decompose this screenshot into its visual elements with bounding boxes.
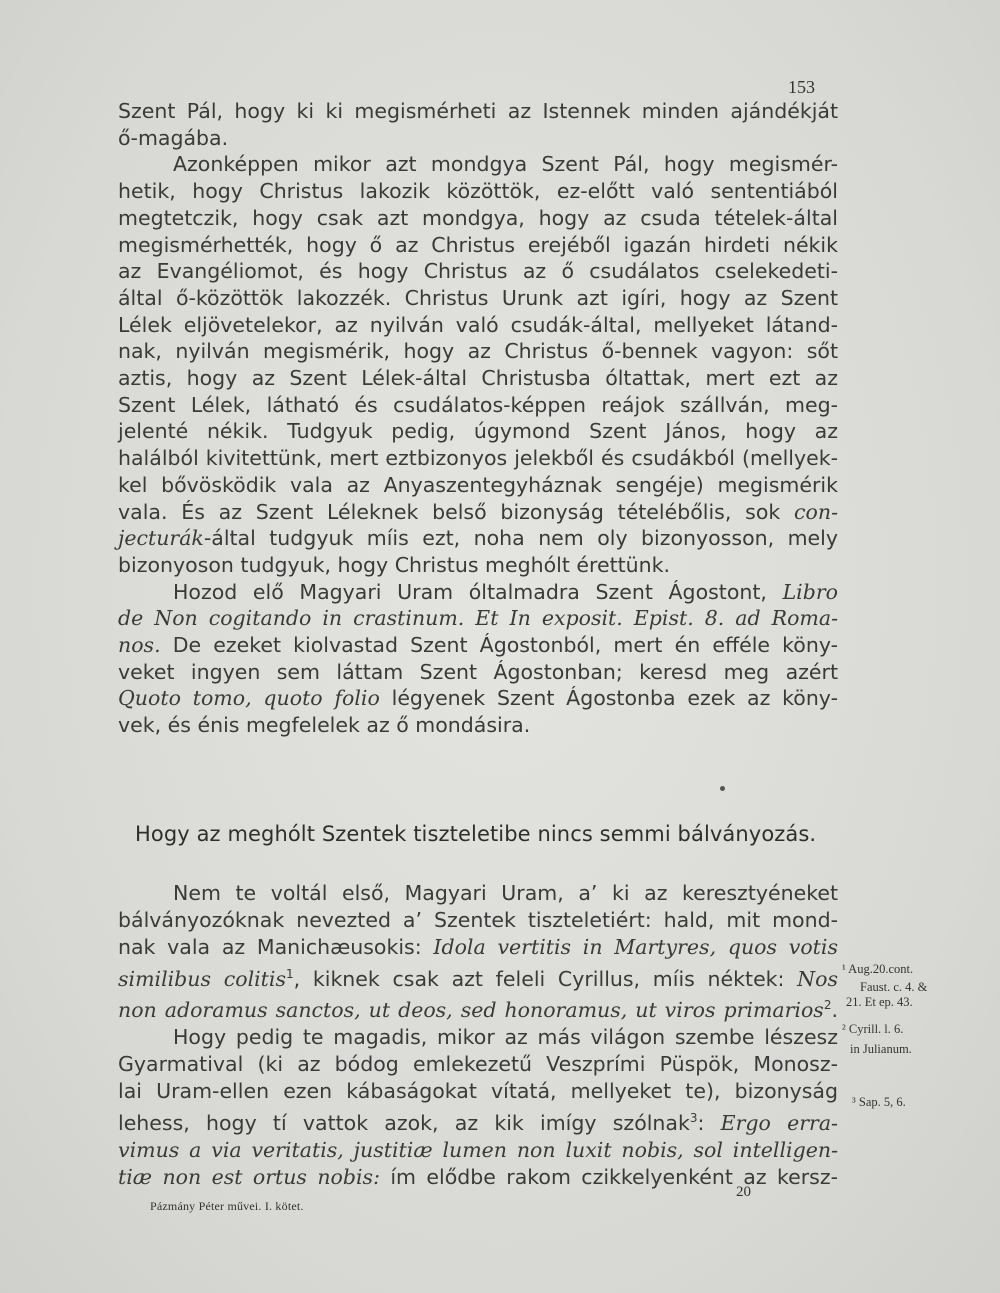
italic-citation: Libro xyxy=(782,579,838,604)
italic-citation: Quoto tomo, quoto folio xyxy=(118,686,380,711)
text-line xyxy=(118,934,838,961)
italic-quote: non adoramus sanctos, ut deos, sed honoramus, ut viros primarios xyxy=(118,998,824,1023)
text-line: vek, és énis megfelelek az ő mondásira. xyxy=(118,713,531,738)
text-segment: nak vala az Manichæusokis: xyxy=(118,934,434,959)
text-line xyxy=(118,499,838,526)
text-line: Nem te voltál első, Magyari Uram, a’ ki az keresztyéneket xyxy=(173,881,838,905)
text-line: jelenté nékik. Tudgyuk pedig, úgymond Szent János, hogy az xyxy=(118,419,838,444)
text-line: Szent Lélek, látható és csudálatos-képpen reájok szállván, meg- xyxy=(118,392,838,417)
italic-quote: vimus a via veritatis, justitiæ lumen non luxit nobis, sol intelligen- xyxy=(118,1137,838,1162)
text-line: Lélek eljövetelekor, az nyilván való csudák-által, mellyeket látand- xyxy=(118,312,838,337)
margin-note: Faust. c. 4. & xyxy=(860,980,928,994)
text-line xyxy=(118,961,838,993)
text-line: kel bővösködik vala az Anyaszentegyháznak sengéje) megismérik xyxy=(118,472,838,497)
margin-note: ¹ Aug.20.cont. xyxy=(842,962,914,976)
text-line: Hogy pedig te magadis, mikor az más világon szembe lészesz xyxy=(173,1025,838,1050)
page-number: 153 xyxy=(788,77,815,97)
text-line: az Evangéliomot, és hogy Christus az ő csudálatos cselekedeti- xyxy=(118,259,838,284)
footnote-ref: 3 xyxy=(689,1110,698,1125)
text-line xyxy=(118,579,838,606)
paragraph-3 xyxy=(118,880,838,1190)
signature-mark: 20 xyxy=(736,1184,751,1200)
italic-quote: tiæ non est ortus nobis: xyxy=(118,1164,380,1189)
text-line: megtetczik, hogy csak azt mondgya, hogy az csuda tételek-által xyxy=(118,205,838,230)
text-line: által ő-közöttök lakozzék. Christus Urunk azt igíri, hogy az Szent xyxy=(118,285,838,310)
text-line: halálból kivitettünk, mert eztbizonyos jelekből és csudákból (mellyek- xyxy=(118,446,838,471)
text-line: hetik, hogy Christus lakozik közöttök, ez-előtt való sententiából xyxy=(118,179,838,204)
text-segment: , kiknek csak azt feleli Cyrillus, míis néktek: xyxy=(293,966,798,991)
text-line xyxy=(118,1164,838,1191)
footnote-ref: 1 xyxy=(286,966,294,981)
text-line: nak, nyilván megismérik, hogy az Christus ő-bennek vagyon: sőt xyxy=(118,339,838,364)
footer-title: Pázmány Péter művei. I. kötet. xyxy=(150,1199,304,1213)
margin-note: 21. Et ep. 43. xyxy=(846,995,913,1009)
margin-note: ³ Sap. 5, 6. xyxy=(852,1095,906,1109)
text-segment: Hozod elő Magyari Uram óltalmadra Szent Ágostont, xyxy=(173,579,783,604)
text-line xyxy=(118,1137,838,1164)
text-line: bizonyoson tudgyuk, hogy Christus meghólt érettünk. xyxy=(118,552,671,577)
text-segment: ím elődbe rakom czikkelyenként az kersz- xyxy=(379,1164,838,1189)
section-heading: Hogy az meghólt Szentek tiszteletibe nincs semmi bálványozás. xyxy=(135,822,817,846)
text-line xyxy=(118,685,838,712)
text-segment: -által tudgyuk míis ezt, noha nem oly bizonyosson, mely xyxy=(203,526,838,551)
text-line: lai Uram-ellen ezen kábaságokat vítatá, mellyeket te), bizonyság xyxy=(118,1079,838,1103)
footnote-ref: 2 xyxy=(823,998,832,1013)
margin-note: in Julianum. xyxy=(850,1042,912,1056)
text-segment: De ezeket kiolvastad Szent Ágostonból, mert én efféle köny- xyxy=(160,633,838,658)
text-line: ő-magába. xyxy=(118,125,229,150)
italic-quote: Nos xyxy=(797,966,838,991)
text-segment: lehess, hogy tí vattok azok, az kik imígy szólnak xyxy=(118,1110,690,1135)
ink-dot xyxy=(720,786,725,791)
text-segment: légyenek Szent Ágostonba ezek az köny- xyxy=(379,686,838,711)
italic-citation: de Non cogitando in crastinum. Et In exposit. Epist. 8. ad Roma- xyxy=(118,606,838,631)
italic-term: con- xyxy=(794,499,838,524)
text-line: Szent Pál, hogy ki ki megismérheti az Istennek minden ajándékját xyxy=(118,99,838,123)
text-line xyxy=(118,1105,838,1137)
italic-quote: Idola vertitis in Martyres, quos votis xyxy=(433,934,838,959)
italic-citation: nos. xyxy=(118,633,161,658)
text-line: bálványozóknak nevezted a’ Szentek tiszteletiért: hald, mit mond- xyxy=(118,907,838,932)
text-line: megismérhették, hogy ő az Christus erejéből igazán hirdeti nékik xyxy=(118,232,838,257)
margin-note: ² Cyrill. l. 6. xyxy=(842,1022,904,1036)
text-line: Azonképpen mikor azt mondgya Szent Pál, hogy megismér- xyxy=(173,152,838,177)
text-line xyxy=(118,525,838,552)
text-line: aztis, hogy az Szent Lélek-által Christusba óltattak, mert ezt az xyxy=(118,366,838,391)
text-line xyxy=(118,632,838,659)
text-line: Gyarmatival (ki az bódog emlekezetű Veszprími Püspök, Monosz- xyxy=(118,1052,838,1077)
text-segment: . xyxy=(831,998,838,1023)
text-line xyxy=(118,605,838,632)
paragraph-1 xyxy=(118,98,838,739)
text-line xyxy=(118,992,838,1024)
text-segment: : xyxy=(697,1110,721,1135)
text-segment: vala. És az Szent Léleknek belső bizonyság tételébőlis, sok xyxy=(118,499,795,524)
italic-quote: similibus colitis xyxy=(118,966,286,991)
italic-quote: Ergo erra- xyxy=(720,1110,838,1135)
text-line: veket ingyen sem láttam Szent Ágostonban; keresd meg azért xyxy=(118,659,838,684)
italic-term: jecturák xyxy=(118,526,204,551)
